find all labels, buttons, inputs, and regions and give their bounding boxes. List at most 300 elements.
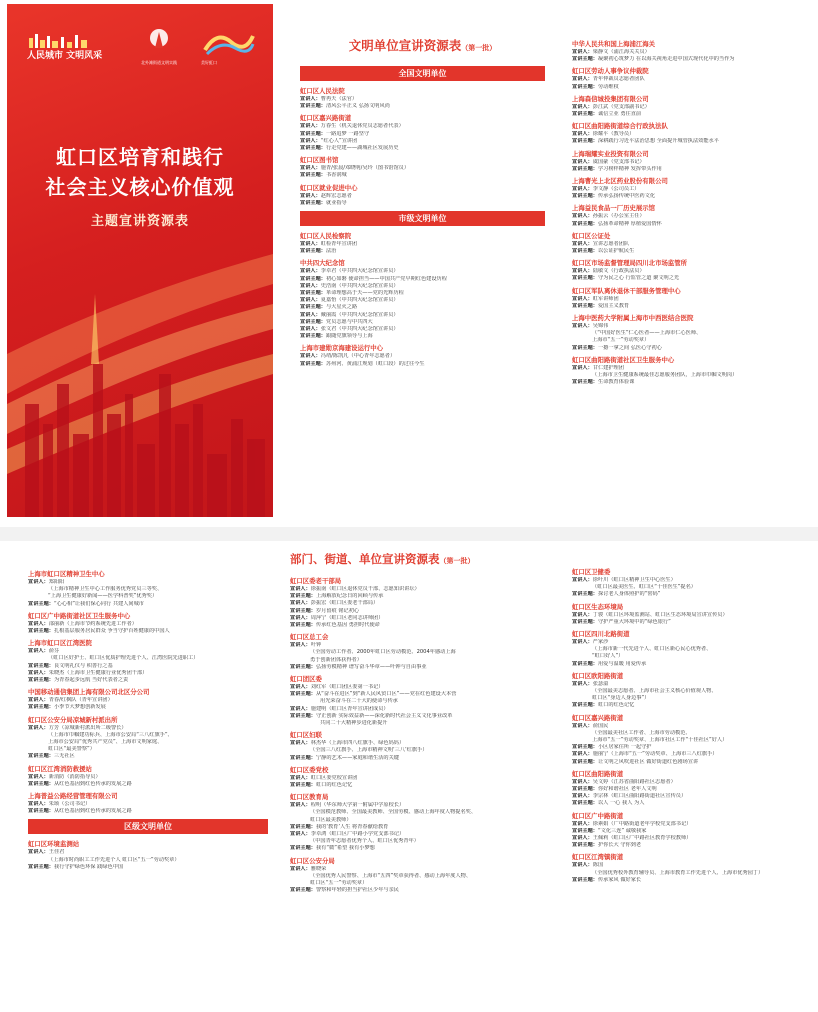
unit-block [572,770,812,808]
speaker-detail [28,746,268,753]
unit-name: 虹口区劳动人事争议仲裁院 [572,67,649,76]
topic-line-value: 为青春起步远航 当好代表者之责 [53,677,129,684]
topic-line [28,781,268,788]
topic-line [572,828,812,835]
field-label: 宣讲人： [572,751,593,758]
topic-line [572,221,807,228]
field-label: 宣讲人： [572,793,593,800]
unit-block [572,630,812,668]
speaker-line [28,774,268,781]
speaker-detail-value: （上海市卫生健康系统最佳志愿服务团队，上海市巾帼文明岗） [592,372,738,379]
speaker-detail-value: （上海市时尚职工工作先进个人 虹口区“五一”劳动奖章） [48,856,180,863]
unit-name: 中共四大纪念馆 [300,259,345,268]
speaker-line-value: 施建明（虹口区青年宣讲团成员） [310,705,389,712]
unit-block [290,633,540,671]
field-label: 宣讲主题： [290,607,316,614]
unit-name: 中国移动通信集团上海有限公司北区分公司 [28,688,150,697]
speaker-line [28,670,268,677]
speaker-line [290,775,540,782]
unit-block [28,765,268,788]
logo-main-text: 人民城市 文明风采 [27,51,103,61]
unit-block [300,232,545,255]
unit-name: 虹口区教育局 [290,793,329,802]
unit-block [28,840,268,871]
hongkou-wave-icon [201,26,257,56]
unit-block [290,857,540,895]
unit-block [300,259,545,340]
speaker-line-value: 朱晓杰（上海市卫生健康行业优秀团干部） [48,669,148,676]
unit-block [28,639,268,684]
topic-line-value: 传承弘扬传统中医药文化 [597,193,656,200]
unit-block [28,792,268,815]
field-label: 宣讲主题： [290,887,316,894]
topic-line-value: 以公证护航民生 [597,248,635,255]
field-label: 宣讲人： [572,186,593,193]
speaker-detail-value: “虹口好人”） [592,653,624,660]
topic-line-value: 用爱与温暖 用爱传承 [597,660,647,667]
field-label: 宣讲人： [572,295,593,302]
topic-line-value: 虹口的红色记忆 [315,782,353,789]
speaker-line-value: 徐振南（虹口区退休党员干部、志愿知识讲坛） [310,586,420,592]
topic-line [290,782,540,789]
speaker-line-value: 赵辉宏志愿者 [320,192,352,199]
unit-block [300,184,545,207]
topic-line [572,800,812,807]
topic-line [572,138,807,145]
unit-block [290,577,540,629]
speaker-line [300,326,545,333]
field-label: 宣讲人： [290,802,311,809]
topic-line-value: 让文明之风吹进社区 做好街道红色剧场宣讲 [597,758,699,765]
speaker-line [290,600,540,607]
speaker-line-value: 彭振宏（虹口区委老干部局） [310,600,379,607]
topic-line-value: 岁月留痕 铭记初心 [315,607,360,614]
field-label: 宣讲主题： [572,618,598,625]
speaker-detail-value: 虹口区“最美警察”） [48,746,95,753]
city-header: 市级文明单位 [300,211,545,226]
unit-name: 虹口区图书馆 [300,156,339,165]
page-divider [0,527,818,541]
topic-line-value: 我的‘教育’人生 将青春献给教育 [315,823,389,830]
unit-name: 上海森信城投集团有限公司 [572,94,649,103]
unit-name: 虹口区欧阳路街道 [572,671,624,680]
speaker-line-value: 李卓君（中共四大纪念馆宣讲员） [320,268,399,275]
unit-block [572,287,807,310]
field-label: 宣讲人： [300,165,321,172]
speaker-detail-value: （虹口区好护士、虹口区优质护理先进个人、江湾医院先进职工） [48,655,199,662]
unit-block [300,344,545,367]
topic-line-value: 党员志愿与中共四大 [325,318,373,325]
unit-name: 虹口区市场监督管理局四川北市场监管所 [572,259,688,268]
speaker-detail-value: （全国优秀校外教育辅导员、上海市教育工作先进个人、上海市优秀园丁） [592,869,764,876]
field-label: 宣讲主题： [300,275,326,282]
speaker-detail [572,372,807,379]
speaker-line-value: 李宗林（虹口区曲阳路街道社区宣传员） [592,793,687,800]
field-label: 宣讲主题： [28,677,54,684]
speaker-line-value: 王佩莉（虹口区广中路社区教育学校教师） [592,835,692,842]
unit-name: 虹口区军队离休退休干部服务管理中心 [572,286,681,295]
field-label: 宣讲人： [572,862,593,869]
unit-block [572,204,807,227]
field-label: 宣讲主题： [28,753,54,760]
speaker-line [290,615,540,622]
unit-block [572,356,807,387]
speaker-line [572,76,807,83]
speaker-line-value: 吴文婷（江苏省曲阳路社区志愿者） [592,778,676,785]
speaker-line-value: 严家沙 [592,639,609,646]
topic-line [572,786,812,793]
topic-line-value: 苏州河、黄浦江规划（虹口段）的过往今生 [325,360,425,367]
speaker-detail-value: 虹口区最美教师） [310,816,352,823]
speaker-line-value: 张文君（中共四大纪念馆宣讲员） [320,326,399,333]
topic-line-value: 从红色基因到红色传承的发展之路 [53,780,132,787]
field-label: 宣讲主题： [28,600,54,607]
speaker-line [290,866,540,873]
topic-line [28,704,268,711]
unit-name: 虹口区嘉兴路街道 [300,114,352,123]
field-label: 宣讲人： [300,192,321,199]
topic-line [28,663,268,670]
topic-line-value: 你好和谐社区 老年人文明 [597,786,657,793]
topic-line [572,275,807,282]
unit-name: 虹口区曲阳路街道综合行政执法队 [572,122,668,131]
topic-line [572,56,807,63]
unit-name: 虹口区委党校 [290,765,329,774]
topic-line [28,808,268,815]
topic-line-value: 初心如磐 使命担当——中国共产党早期红色建设历程 [325,275,447,282]
speaker-line [572,323,807,330]
speaker-detail [290,747,540,754]
speaker-line [300,353,545,360]
field-label: 宣讲主题： [572,379,598,386]
unit-name: 虹口区生态环境局 [572,602,624,611]
unit-block [300,156,545,179]
topic-continuation [290,720,540,727]
dept-title-note: （第一批） [439,557,475,565]
civil-column-2 [572,40,807,390]
hongkou-logo [201,26,257,66]
speaker-line-value: 青年仲裁员志愿者团队 [592,76,645,83]
unit-name: 虹口区环境监测站 [28,840,80,849]
topic-line-value: “文化三连” 诚敬我家 [597,827,647,834]
unit-block [572,603,812,626]
speaker-detail-value: （全国三八红旗手、上海市精神文明‘三八’红旗手） [310,747,428,754]
speaker-detail [28,593,268,600]
field-label: 宣讲主题： [572,744,598,751]
unit-block [572,40,807,63]
speaker-line-value: 曹再天（法官） [320,96,358,102]
speaker-line [290,684,540,691]
topic-line [28,677,268,684]
speaker-detail-value: （全国最美志愿者、上海市社会主义核心价值观人物、 [592,688,717,695]
topic-continuation-value: 用光荣奋斗在二十大的使命与传承 [320,698,398,705]
unit-name: 虹口区卫健委 [572,568,611,576]
speaker-line [572,835,812,842]
field-label: 宣讲人： [572,820,593,827]
speaker-line-value: 徐素娟（广中路街道老年学校党支部书记） [592,820,692,827]
dept-title-text: 部门、街道、单位宣讲资源表 [290,552,440,566]
unit-name: 虹口团区委 [290,675,322,684]
unit-name: 虹口区公证处 [572,231,611,240]
topic-line-value: 三无社区 [53,753,75,760]
field-label: 宣讲主题： [572,786,598,793]
speaker-line [572,577,812,584]
topic-line [572,759,812,766]
cover-title [7,142,273,202]
speaker-detail-value: （“中国好医生”仁心医者——上海市仁心医师、 [592,330,702,337]
civil-title-note: （第一批） [461,44,497,52]
topic-line-value: 以人 一心 我人 为人 [597,800,645,807]
page2-units [28,570,268,815]
topic-line-value: 小季节大梦想创新发展 [53,704,106,711]
field-label: 宣讲主题： [300,304,326,311]
unit-name: 虹口区人民法院 [300,87,345,95]
field-label: 宣讲主题： [28,780,54,787]
unit-name: 虹口区四川北路街道 [572,630,630,639]
unit-block [572,177,807,200]
unit-name: 虹口区嘉兴路街道 [572,713,624,722]
speaker-line-value: 刘红军（虹口团区委第一书记） [310,684,384,691]
topic-continuation-value: 共同二十大精神步进化新提升 [320,720,388,727]
speaker-line-value: 彭江武（党支部副书记） [592,103,650,110]
speaker-line-value: 丁骏（虹口区环境监测站、虹口区生态环境局宣讲宣传员） [592,611,728,618]
speaker-detail-value: 上海市“五一”劳动奖章） [592,337,650,344]
civil-title [300,38,545,56]
speaker-line-value: 李卓鸿（虹口区广中路小学党支部书记） [310,831,405,838]
speaker-line-value: 施丽宁（上海市“五一”劳动奖章、上海市三八红旗手） [592,751,718,758]
field-label: 宣讲主题： [572,220,598,227]
speaker-line [28,579,268,586]
field-label: 宣讲人： [572,158,593,165]
topic-line [300,319,545,326]
speaker-line-value: 孙振云（办公室主任） [592,213,645,220]
speaker-detail [28,732,268,739]
topic-line-value: 书香润城 [325,172,347,179]
speaker-line [572,751,812,758]
unit-name: 虹口区公安分局 [290,856,335,865]
topic-line [300,145,545,152]
unit-block [28,612,268,635]
topic-line [572,619,812,626]
field-label: 宣讲人： [572,213,593,220]
unit-block [572,95,807,118]
unit-block [572,232,807,255]
speaker-line [572,241,807,248]
topic-line-value: 守护严重大环境中的“绿色银行” [597,618,671,625]
unit-name: 虹口区公安分局凉城新村派出所 [28,715,118,724]
field-label: 宣讲主题： [28,863,54,870]
topic-line [572,166,807,173]
field-label: 宣讲主题： [300,318,326,325]
speaker-line-value: 冯靖/陈凯凡（中心青年志愿者） [320,353,396,360]
speaker-line [300,312,545,319]
unit-name: 虹口区曲阳路街道 [572,769,624,778]
topic-line-value: 一路追梦 一路坚守 [325,130,370,137]
field-label: 宣讲主题： [300,172,326,179]
topic-line [572,303,807,310]
topic-line-value: 革命理想高于天——党的光辉历程 [325,290,404,297]
field-label: 宣讲主题： [300,145,326,152]
topic-line [28,753,268,760]
field-label: 宣讲人： [572,49,593,55]
field-label: 宣讲主题： [572,876,598,883]
speaker-line [290,740,540,747]
speaker-line [572,723,812,730]
speaker-line [572,49,807,56]
field-label: 宣讲主题： [572,591,598,598]
dept-title [290,552,540,569]
speaker-detail-value: （全国优秀人民警察、上海市“五四”奖章获得者、感动上海年度人物、 [310,872,472,879]
field-label: 宣讲人： [290,774,311,781]
speaker-line [572,793,812,800]
field-label: 宣讲人： [300,123,321,130]
speaker-detail-value: （上海市新一代先进个人、虹口区新心民心优秀者、 [592,646,712,653]
speaker-detail [572,653,812,660]
unit-name: 虹口区广中路街道社区卫生服务中心 [28,611,131,620]
field-label: 宣讲人： [572,323,593,330]
topic-line [290,713,540,720]
topic-line [290,755,540,762]
field-label: 宣讲主题： [28,704,54,711]
speaker-detail-value: “上海卫生健康好新闻——医学科普奖”优秀奖） [48,593,158,600]
speaker-line [572,862,812,869]
unit-name: 虹口区委老干部局 [290,577,342,585]
field-label: 宣讲人： [300,268,321,275]
speaker-line [572,268,807,275]
field-label: 宣讲主题： [28,808,54,815]
unit-name: 上海普益公路经营管理有限公司 [28,792,118,801]
speaker-line-value: 雅晓荣 [310,865,327,872]
speaker-line [300,123,545,130]
topic-line [290,887,540,894]
speaker-line [572,612,812,619]
speaker-line-value: 夏嘉怡（中共四大纪念馆宣讲员） [320,297,399,304]
field-label: 宣讲人： [28,620,49,627]
topic-line-value: 宁静的艺术——家庭和谐生活的关键 [315,754,399,761]
field-label: 宣讲人： [300,297,321,304]
unit-block [572,714,812,766]
topic-line [300,290,545,297]
civil-column-3 [28,570,268,875]
field-label: 宣讲主题： [572,193,598,200]
topic-line-value: 护你长大 守你到老 [597,842,642,849]
topic-line [572,111,807,118]
national-header: 全国文明单位 [300,66,545,81]
speaker-line [28,697,268,704]
unit-name: 虹口区人民检察院 [300,232,352,241]
speaker-line [300,268,545,275]
speaker-line [28,621,268,628]
speaker-line-value: 郑阳阳 [48,579,65,585]
field-label: 宣讲人： [572,577,593,583]
speaker-detail [572,330,807,337]
field-label: 宣讲人： [28,773,49,780]
speaker-detail-value: 虹口区“五一”劳动奖章） [310,880,368,887]
unit-name: 虹口区曲阳路街道社区卫生服务中心 [572,355,675,364]
logo-sub-text: 北外滩街道文明实践 [141,60,177,65]
topic-line-value: 我行守护绿色环保 践绿色中国 [53,863,124,870]
topic-line-value: 虹口的红色记忆 [597,702,635,709]
field-label: 宣讲主题： [300,333,326,340]
topic-line-value: 探讨老人身体照护的“密码” [597,591,661,598]
speaker-detail [290,873,540,880]
practice-logo [129,26,189,66]
speaker-line [290,642,540,649]
dept-column-1 [290,552,540,899]
speaker-line-value: 周萍宁（虹口区老同志讲师团） [310,614,384,621]
speaker-line-value: 林杰华（上海市四八红旗手、绿色妈妈） [310,740,405,747]
topic-line [572,877,812,884]
field-label: 宣讲主题： [290,622,316,629]
unit-name: 中华人民共和国上海浦江海关 [572,40,656,48]
field-label: 宣讲人： [572,611,593,618]
field-label: 宣讲主题： [300,290,326,297]
field-label: 宣讲主题： [572,275,598,282]
topic-line [290,608,540,615]
speaker-detail-value: （中国青年志愿者优秀个人、虹口区优秀青年） [310,838,419,845]
topic-line [290,664,540,671]
speaker-line-value: 陈国 [592,862,604,869]
speaker-line-value: 戴丽霞（中共四大纪念馆宣讲员） [320,311,399,318]
speaker-line-value: 俞芬 [48,648,60,655]
topic-line [572,702,812,709]
unit-name: 虹口区江湾镇街道 [572,853,624,862]
topic-line-value: 从“奋斗在进区”到“新人民风贸口区”——党在红色建设大本营 [315,691,457,698]
topic-line [290,622,540,629]
topic-line [300,172,545,179]
unit-name: 虹口区江湾消防救援站 [28,764,92,773]
speaker-detail [572,870,812,877]
topic-line-value: “心心相”让我们保心同行 共建人间城市 [53,600,144,607]
speaker-detail [572,737,812,744]
speaker-line-value: 俞国民 [592,722,609,729]
field-label: 宣讲主题： [290,663,316,670]
topic-line [300,103,545,110]
topic-line-value: 小区居家住所 一起守护 [597,744,652,751]
topic-line-value: 良文明礼仪与 积善行之基 [53,662,113,669]
unit-block [300,87,545,110]
speaker-detail [28,655,268,662]
city-units [300,232,545,368]
cover-title-line1: 虹口区培育和践行 [56,145,224,169]
topic-line-value: 传承家风 做好家长 [597,876,642,883]
speaker-detail [290,657,540,664]
unit-name: 上海中医药大学附属上海市中西医结合医院 [572,314,694,323]
field-label: 宣讲人： [290,831,311,838]
topic-line [290,691,540,698]
speaker-line [572,821,812,828]
cont-units [572,40,807,386]
topic-line [290,824,540,831]
field-label: 宣讲主题： [300,248,326,255]
unit-block [290,731,540,762]
speaker-detail-value: （上海市精神卫生中心工作服务优秀党员三等奖、 [48,586,163,593]
unit-block [572,67,807,90]
field-label: 宣讲主题： [28,662,54,669]
speaker-line [572,159,807,166]
speaker-line [290,586,540,593]
field-label: 宣讲人： [28,801,49,808]
topic-line [300,333,545,340]
field-label: 宣讲主题： [572,842,598,849]
field-label: 宣讲主题： [572,344,598,351]
logo-right-text: 美好虹口 [201,60,217,65]
district-header: 区级文明单位 [28,819,268,834]
field-label: 宣讲人： [572,680,593,687]
topic-line [572,345,807,352]
speaker-line [572,104,807,111]
topic-line-value: 与大星火之路 [325,304,358,311]
